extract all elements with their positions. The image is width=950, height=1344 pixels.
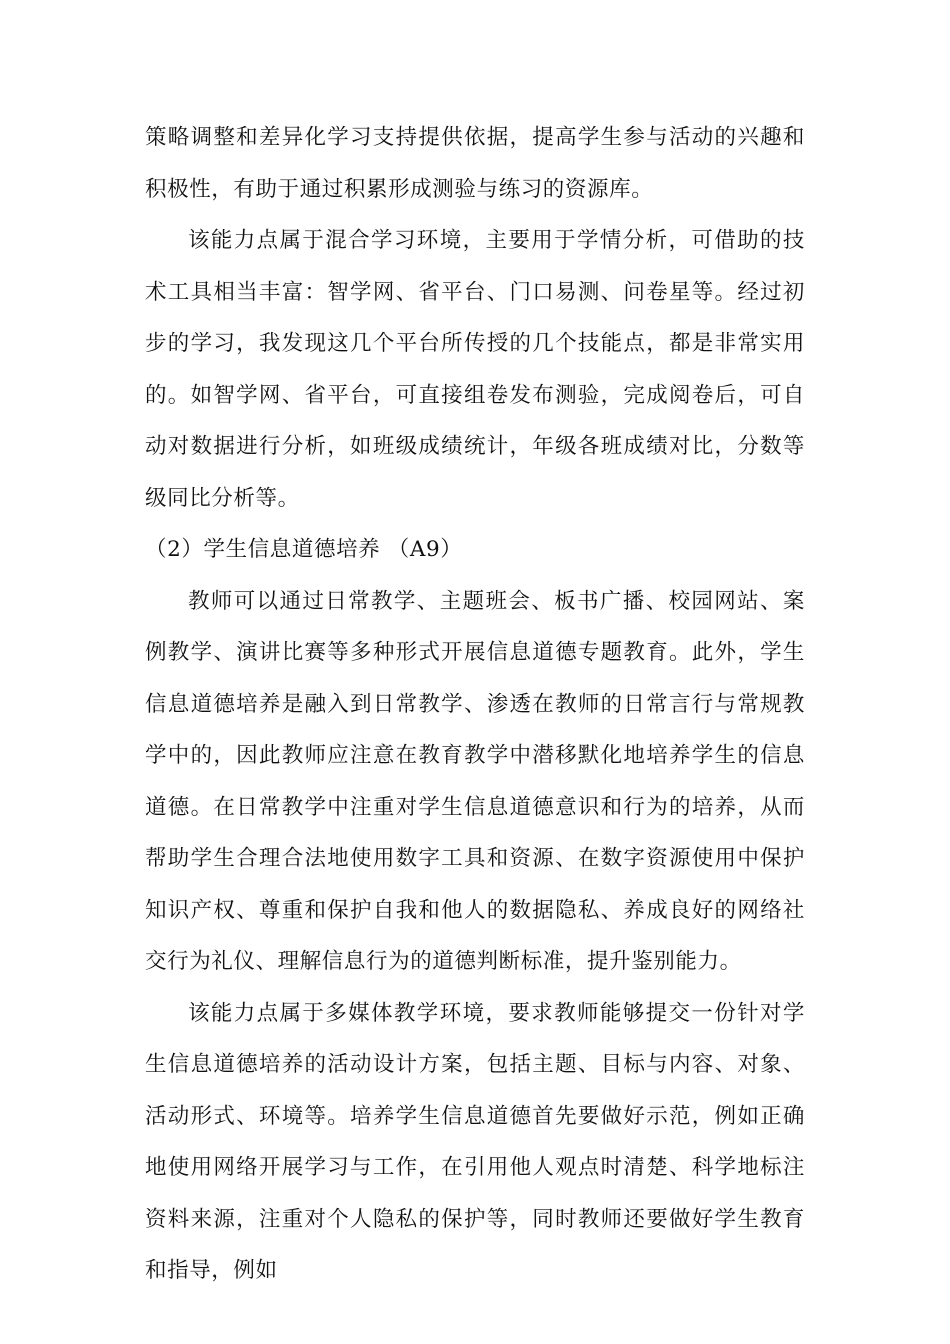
section-heading-a9: （2）学生信息道德培养 （A9） [145, 537, 463, 562]
paragraph-continuation: 策略调整和差异化学习支持提供依据，提高学生参与活动的兴趣和积极性，有助于通过积累形成测验与练习的资源库。 [145, 125, 805, 202]
document-body [145, 112, 805, 1297]
paragraph-multimedia-environment: 该能力点属于多媒体教学环境，要求教师能够提交一份针对学生信息道德培养的活动设计方案，包括主题、目标与内容、对象、活动形式、环境等。培养学生信息道德首先要做好示范，例如正确地使用网络开展学习与工作，在引用他人观点时清楚、科学地标注资料来源，注重对个人隐私的保护等，同时教师还要做好学生教育和指导，例如 [145, 1000, 805, 1283]
paragraph-information-ethics: 教师可以通过日常教学、主题班会、板书广播、校园网站、案例教学、演讲比赛等多种形式开展信息道德专题教育。此外，学生信息道德培养是融入到日常教学、渗透在教师的日常言行与常规教学中的，因此教师应注意在教育教学中潜移默化地培养学生的信息道德。在日常教学中注重对学生信息道德意识和行为的培养，从而帮助学生合理合法地使用数字工具和资源、在数字资源使用中保护知识产权、尊重和保护自我和他人的数据隐私、养成良好的网络社交行为礼仪、理解信息行为的道德判断标准，提升鉴别能力。 [145, 588, 805, 974]
paragraph-learning-analysis: 该能力点属于混合学习环境，主要用于学情分析，可借助的技术工具相当丰富：智学网、省平台、门口易测、问卷星等。经过初步的学习，我发现这几个平台所传授的几个技能点，都是非常实用的。如智学网、省平台，可直接组卷发布测验，完成阅卷后，可自动对数据进行分析，如班级成绩统计，年级各班成绩对比，分数等级同比分析等。 [145, 228, 805, 511]
